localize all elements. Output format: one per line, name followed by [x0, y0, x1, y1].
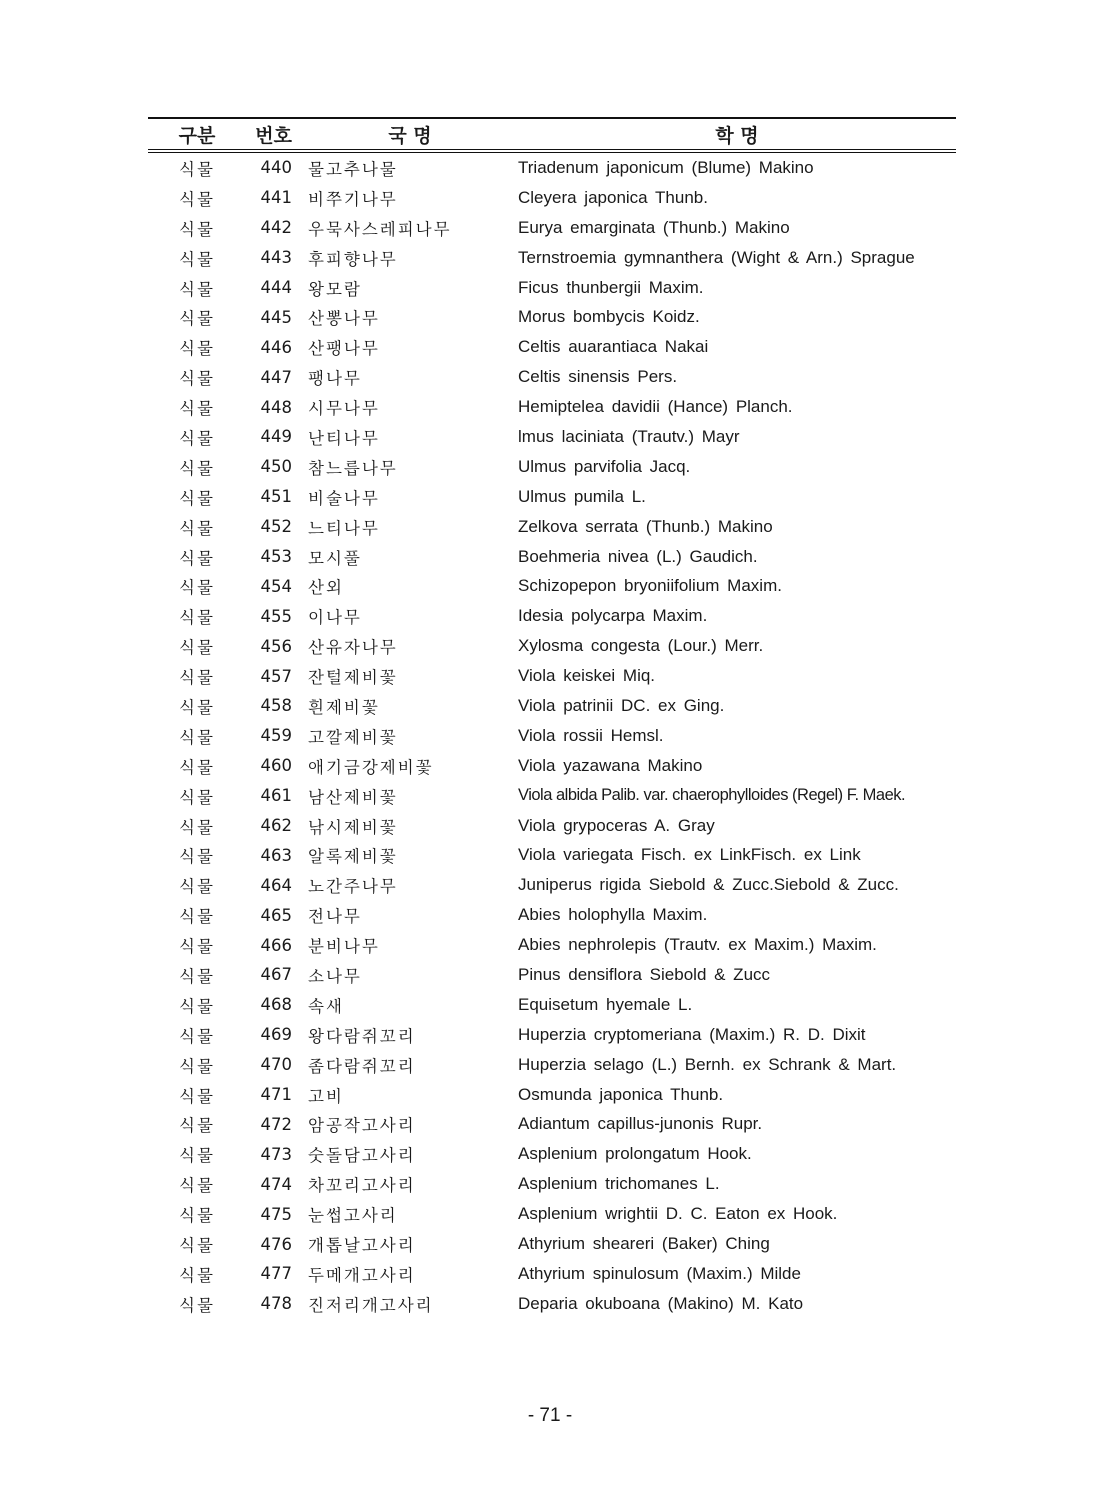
row-scientific-name: Adiantum capillus-junonis Rupr.: [518, 1114, 763, 1134]
table-row: [148, 452, 956, 482]
row-scientific-name: Celtis auarantiaca Nakai: [518, 337, 709, 357]
row-category: 식물: [179, 877, 215, 897]
row-scientific-name: Schizopepon bryoniifolium Maxim.: [518, 576, 782, 596]
row-korean-name: 시무나무: [308, 399, 380, 419]
row-korean-name: 좀다람쥐꼬리: [308, 1056, 416, 1076]
row-korean-name: 전나무: [308, 907, 362, 927]
row-scientific-name: Viola patrinii DC. ex Ging.: [518, 695, 725, 715]
row-korean-name: 산외: [308, 578, 344, 598]
row-category: 식물: [179, 1086, 215, 1106]
table-row: [148, 1169, 956, 1199]
row-korean-name: 왕모람: [308, 279, 362, 299]
row-category: 식물: [179, 996, 215, 1016]
row-korean-name: 진저리개고사리: [308, 1295, 434, 1315]
row-category: 식물: [179, 787, 215, 807]
row-korean-name: 알록제비꽃: [308, 847, 398, 867]
row-category: 식물: [179, 1206, 215, 1226]
row-category: 식물: [179, 697, 215, 717]
row-scientific-name: Eurya emarginata (Thunb.) Makino: [518, 217, 790, 237]
row-scientific-name: Huperzia selago (L.) Bernh. ex Schrank & Mart.: [518, 1054, 897, 1074]
row-scientific-name: Ternstroemia gymnanthera (Wight & Arn.) Sprague: [518, 247, 915, 267]
row-korean-name: 물고추나물: [308, 159, 398, 179]
row-category: 식물: [179, 189, 215, 209]
table-row: [148, 1020, 956, 1050]
row-scientific-name: Equisetum hyemale L.: [518, 994, 693, 1014]
row-korean-name: 두메개고사리: [308, 1265, 416, 1285]
row-number: 440: [260, 158, 292, 178]
row-korean-name: 속새: [308, 996, 344, 1016]
row-scientific-name: Athyrium spinulosum (Maxim.) Milde: [518, 1263, 801, 1283]
row-korean-name: 참느릅나무: [308, 458, 398, 478]
row-scientific-name: Celtis sinensis Pers.: [518, 367, 678, 387]
row-scientific-name: Asplenium trichomanes L.: [518, 1174, 720, 1194]
table-row: [148, 811, 956, 841]
row-category: 식물: [179, 548, 215, 568]
table-row: [148, 960, 956, 990]
row-number: 467: [260, 965, 292, 985]
table-row: [148, 542, 956, 572]
row-number: 469: [260, 1025, 292, 1045]
table-row: [148, 302, 956, 332]
row-korean-name: 후피향나무: [308, 249, 398, 269]
row-number: 471: [260, 1085, 292, 1105]
table-body: [148, 151, 956, 1319]
row-scientific-name: Juniperus rigida Siebold & Zucc.Siebold & Zucc.: [518, 875, 899, 895]
table-row: [148, 1080, 956, 1110]
row-category: 식물: [179, 608, 215, 628]
row-korean-name: 개톱날고사리: [308, 1236, 416, 1255]
row-category: 식물: [179, 1295, 215, 1315]
header-korean-name: 국 명: [302, 118, 518, 151]
header-category: 구분: [148, 118, 246, 151]
table-row: [148, 1050, 956, 1080]
row-scientific-name: Athyrium sheareri (Baker) Ching: [518, 1234, 770, 1253]
row-korean-name: 비술나무: [308, 488, 380, 508]
table-row: [148, 840, 956, 870]
table-row: [148, 243, 956, 273]
row-number: 450: [260, 457, 292, 477]
table-row: [148, 751, 956, 781]
row-category: 식물: [179, 369, 215, 389]
row-number: 454: [260, 576, 292, 596]
row-number: 466: [260, 935, 292, 955]
row-category: 식물: [179, 668, 215, 688]
table-row: [148, 482, 956, 512]
row-number: 451: [260, 487, 292, 507]
row-korean-name: 소나무: [308, 966, 362, 986]
header-scientific-name: 학 명: [518, 118, 956, 151]
table-row: [148, 362, 956, 392]
row-category: 식물: [179, 847, 215, 867]
row-number: 448: [260, 397, 292, 417]
row-korean-name: 잔털제비꽃: [308, 668, 398, 688]
row-number: 477: [260, 1264, 292, 1284]
header-number: 번호: [246, 118, 302, 151]
row-number: 455: [260, 606, 292, 626]
row-category: 식물: [179, 1236, 215, 1255]
row-number: 463: [260, 845, 292, 865]
row-korean-name: 비쭈기나무: [308, 189, 398, 209]
row-scientific-name: Viola grypoceras A. Gray: [518, 815, 715, 835]
row-korean-name: 산팽나무: [308, 339, 380, 359]
row-korean-name: 노간주나무: [308, 877, 398, 897]
header-row: [148, 118, 956, 151]
row-number: 449: [260, 427, 292, 447]
row-number: 476: [260, 1234, 292, 1254]
row-scientific-name: Ficus thunbergii Maxim.: [518, 277, 704, 297]
row-korean-name: 암공작고사리: [308, 1116, 416, 1136]
row-scientific-name: Asplenium prolongatum Hook.: [518, 1144, 752, 1164]
row-category: 식물: [179, 279, 215, 299]
row-korean-name: 분비나무: [308, 937, 380, 957]
species-table: [148, 117, 956, 1319]
row-number: 457: [260, 666, 292, 686]
row-number: 474: [260, 1174, 292, 1194]
row-korean-name: 이나무: [308, 608, 362, 628]
row-scientific-name: Asplenium wrightii D. C. Eaton ex Hook.: [518, 1204, 838, 1224]
row-scientific-name: Viola rossii Hemsl.: [518, 725, 664, 745]
row-scientific-name: Abies holophylla Maxim.: [518, 905, 708, 925]
table-row: [148, 930, 956, 960]
row-korean-name: 흰제비꽃: [308, 697, 380, 717]
row-number: 473: [260, 1144, 292, 1164]
row-number: 468: [260, 995, 292, 1015]
row-number: 465: [260, 905, 292, 925]
table-row: [148, 990, 956, 1020]
table-row: [148, 900, 956, 930]
row-scientific-name: Pinus densiflora Siebold & Zucc: [518, 964, 771, 984]
row-number: 458: [260, 696, 292, 716]
row-category: 식물: [179, 428, 215, 448]
table-row: [148, 1139, 956, 1169]
row-number: 459: [260, 726, 292, 746]
row-number: 443: [260, 248, 292, 268]
row-korean-name: 난티나무: [308, 428, 380, 448]
row-category: 식물: [179, 1056, 215, 1076]
row-number: 446: [260, 337, 292, 357]
row-number: 453: [260, 547, 292, 567]
table-row: [148, 691, 956, 721]
table-row: [148, 1259, 956, 1289]
row-korean-name: 팽나무: [308, 369, 362, 389]
table-row: [148, 1289, 956, 1319]
table-row: [148, 392, 956, 422]
row-category: 식물: [179, 907, 215, 927]
row-scientific-name: Idesia polycarpa Maxim.: [518, 606, 708, 626]
row-scientific-name: lmus laciniata (Trautv.) Mayr: [518, 426, 740, 446]
row-korean-name: 고깔제비꽃: [308, 727, 398, 747]
row-number: 461: [260, 786, 292, 806]
row-korean-name: 모시풀: [308, 548, 362, 568]
table-row: [148, 721, 956, 751]
row-category: 식물: [179, 1026, 215, 1046]
row-number: 441: [260, 188, 292, 208]
row-scientific-name: Xylosma congesta (Lour.) Merr.: [518, 636, 764, 656]
table-row: [148, 332, 956, 362]
row-scientific-name: Triadenum japonicum (Blume) Makino: [518, 157, 814, 177]
row-korean-name: 숫돌담고사리: [308, 1146, 416, 1166]
row-scientific-name: Abies nephrolepis (Trautv. ex Maxim.) Maxim.: [518, 935, 877, 955]
table-row: [148, 661, 956, 691]
row-number: 452: [260, 517, 292, 537]
row-category: 식물: [179, 159, 215, 179]
row-category: 식물: [179, 966, 215, 986]
row-category: 식물: [179, 339, 215, 359]
table-row: [148, 571, 956, 601]
row-category: 식물: [179, 1265, 215, 1285]
table-row: [148, 213, 956, 243]
row-scientific-name: Viola variegata Fisch. ex LinkFisch. ex Link: [518, 845, 861, 865]
row-number: 478: [260, 1294, 292, 1314]
row-korean-name: 차꼬리고사리: [308, 1176, 416, 1196]
row-korean-name: 느티나무: [308, 518, 380, 538]
row-category: 식물: [179, 518, 215, 538]
row-scientific-name: Hemiptelea davidii (Hance) Planch.: [518, 397, 793, 417]
row-number: 475: [260, 1204, 292, 1224]
row-category: 식물: [179, 219, 215, 239]
row-number: 445: [260, 307, 292, 327]
row-category: 식물: [179, 309, 215, 329]
row-korean-name: 산유자나무: [308, 638, 398, 658]
table-row: [148, 1199, 956, 1229]
row-korean-name: 고비: [308, 1086, 344, 1106]
table-row: [148, 183, 956, 213]
row-category: 식물: [179, 399, 215, 419]
table-row: [148, 870, 956, 900]
row-number: 442: [260, 218, 292, 238]
table-row: [148, 151, 956, 183]
page-number: - 71 -: [527, 1405, 573, 1426]
row-scientific-name: Boehmeria nivea (L.) Gaudich.: [518, 546, 758, 566]
row-number: 460: [260, 756, 292, 776]
row-category: 식물: [179, 458, 215, 478]
row-scientific-name: Huperzia cryptomeriana (Maxim.) R. D. Dixit: [518, 1024, 866, 1044]
row-korean-name: 왕다람쥐꼬리: [308, 1026, 416, 1046]
table-row: [148, 1110, 956, 1140]
row-category: 식물: [179, 1176, 215, 1196]
row-category: 식물: [179, 249, 215, 269]
table-row: [148, 512, 956, 542]
row-scientific-name: Viola albida Palib. var. chaerophylloides (Regel) F. Maek.: [518, 786, 906, 805]
row-scientific-name: Cleyera japonica Thunb.: [518, 187, 708, 207]
row-number: 470: [260, 1055, 292, 1075]
table-row: [148, 601, 956, 631]
row-number: 447: [260, 367, 292, 387]
row-number: 462: [260, 816, 292, 836]
row-number: 444: [260, 278, 292, 297]
row-korean-name: 눈썹고사리: [308, 1206, 398, 1226]
row-category: 식물: [179, 488, 215, 508]
row-scientific-name: Ulmus parvifolia Jacq.: [518, 456, 691, 476]
table-row: [148, 631, 956, 661]
row-scientific-name: Osmunda japonica Thunb.: [518, 1084, 724, 1104]
row-korean-name: 애기금강제비꽃: [308, 757, 434, 777]
row-korean-name: 낚시제비꽃: [308, 817, 398, 837]
row-category: 식물: [179, 578, 215, 598]
row-korean-name: 산뽕나무: [308, 309, 380, 329]
table-row: [148, 273, 956, 303]
table-row: [148, 1229, 956, 1259]
row-number: 472: [260, 1114, 292, 1134]
row-korean-name: 남산제비꽃: [308, 787, 398, 807]
row-korean-name: 우묵사스레피나무: [308, 219, 452, 239]
row-number: 464: [260, 875, 292, 895]
row-category: 식물: [179, 817, 215, 837]
row-scientific-name: Viola yazawana Makino: [518, 755, 703, 775]
row-category: 식물: [179, 1146, 215, 1166]
table-row: [148, 422, 956, 452]
table-row: [148, 781, 956, 811]
table-header: [148, 118, 956, 151]
row-scientific-name: Ulmus pumila L.: [518, 486, 646, 506]
row-category: 식물: [179, 727, 215, 747]
row-scientific-name: Zelkova serrata (Thunb.) Makino: [518, 516, 773, 536]
row-category: 식물: [179, 757, 215, 777]
row-scientific-name: Viola keiskei Miq.: [518, 666, 656, 686]
row-category: 식물: [179, 937, 215, 957]
row-number: 456: [260, 636, 292, 656]
row-category: 식물: [179, 638, 215, 658]
row-scientific-name: Deparia okuboana (Makino) M. Kato: [518, 1293, 804, 1313]
row-category: 식물: [179, 1116, 215, 1136]
species-table-container: [148, 117, 956, 1319]
row-scientific-name: Morus bombycis Koidz.: [518, 307, 700, 327]
